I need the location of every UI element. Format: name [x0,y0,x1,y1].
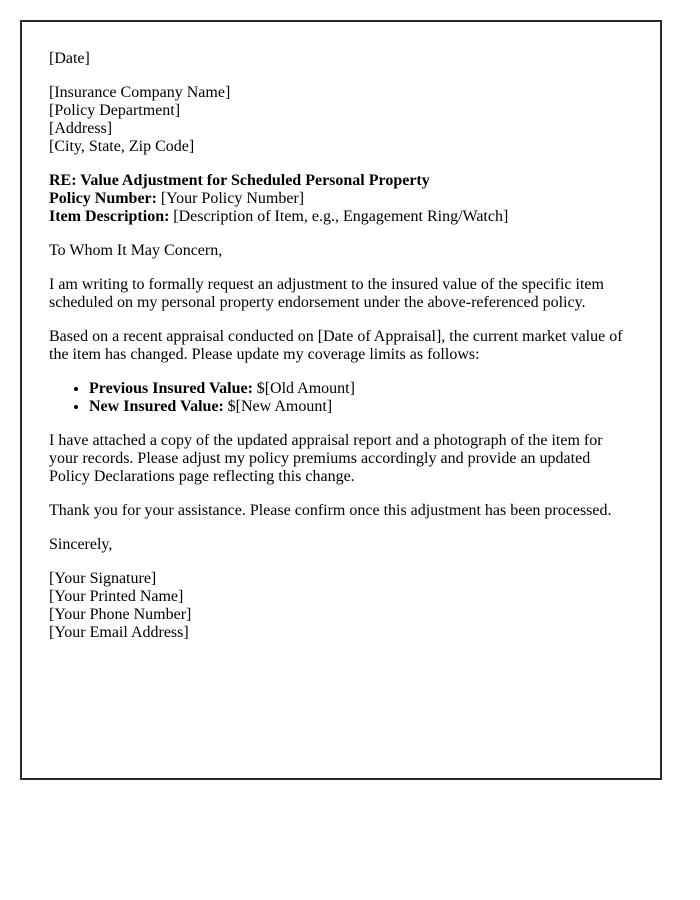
policy-number-line [49,190,633,208]
paragraph-request: I am writing to formally request an adjustment to the insured value of the specific item scheduled on my personal property endorsement under the above-referenced policy. [49,276,604,311]
policy-number-value: [Your Policy Number] [160,190,305,207]
closing: Sincerely, [49,536,113,553]
signature-block [49,570,633,642]
recipient-address-block [49,84,633,156]
new-value-label: New Insured Value: [89,398,224,415]
printed-name-line: [Your Printed Name] [49,588,184,605]
subject-re-line: RE: Value Adjustment for Scheduled Personal Property [49,172,430,189]
new-value-amount: $[New Amount] [227,398,333,415]
signature-line: [Your Signature] [49,570,157,587]
salutation: To Whom It May Concern, [49,242,223,259]
insured-value-list [49,380,633,416]
letter-template-frame [20,20,662,780]
recipient-address-line: [Address] [49,120,113,137]
previous-value-amount: $[Old Amount] [256,380,355,397]
recipient-department-line: [Policy Department] [49,102,181,119]
subject-block [49,172,633,226]
item-description-label: Item Description: [49,208,170,225]
recipient-company-line: [Insurance Company Name] [49,84,231,101]
phone-number-line: [Your Phone Number] [49,606,192,623]
paragraph-attachments: I have attached a copy of the updated appraisal report and a photograph of the item for your records. Please adjust my policy premiums accordingly and provide an updated Policy Declarations page reflecting this change. [49,432,603,485]
date-placeholder: [Date] [49,50,90,67]
previous-value-item [89,380,633,398]
item-description-line [49,208,633,226]
policy-number-label: Policy Number: [49,190,157,207]
email-address-line: [Your Email Address] [49,624,189,641]
item-description-value: [Description of Item, e.g., Engagement Ring/Watch] [173,208,509,225]
recipient-city-line: [City, State, Zip Code] [49,138,195,155]
new-value-item [89,398,633,416]
previous-value-label: Previous Insured Value: [89,380,253,397]
paragraph-appraisal: Based on a recent appraisal conducted on [Date of Appraisal], the current market value of the item has changed. Please update my coverage limits as follows: [49,328,623,363]
paragraph-thanks: Thank you for your assistance. Please confirm once this adjustment has been processed. [49,502,612,519]
